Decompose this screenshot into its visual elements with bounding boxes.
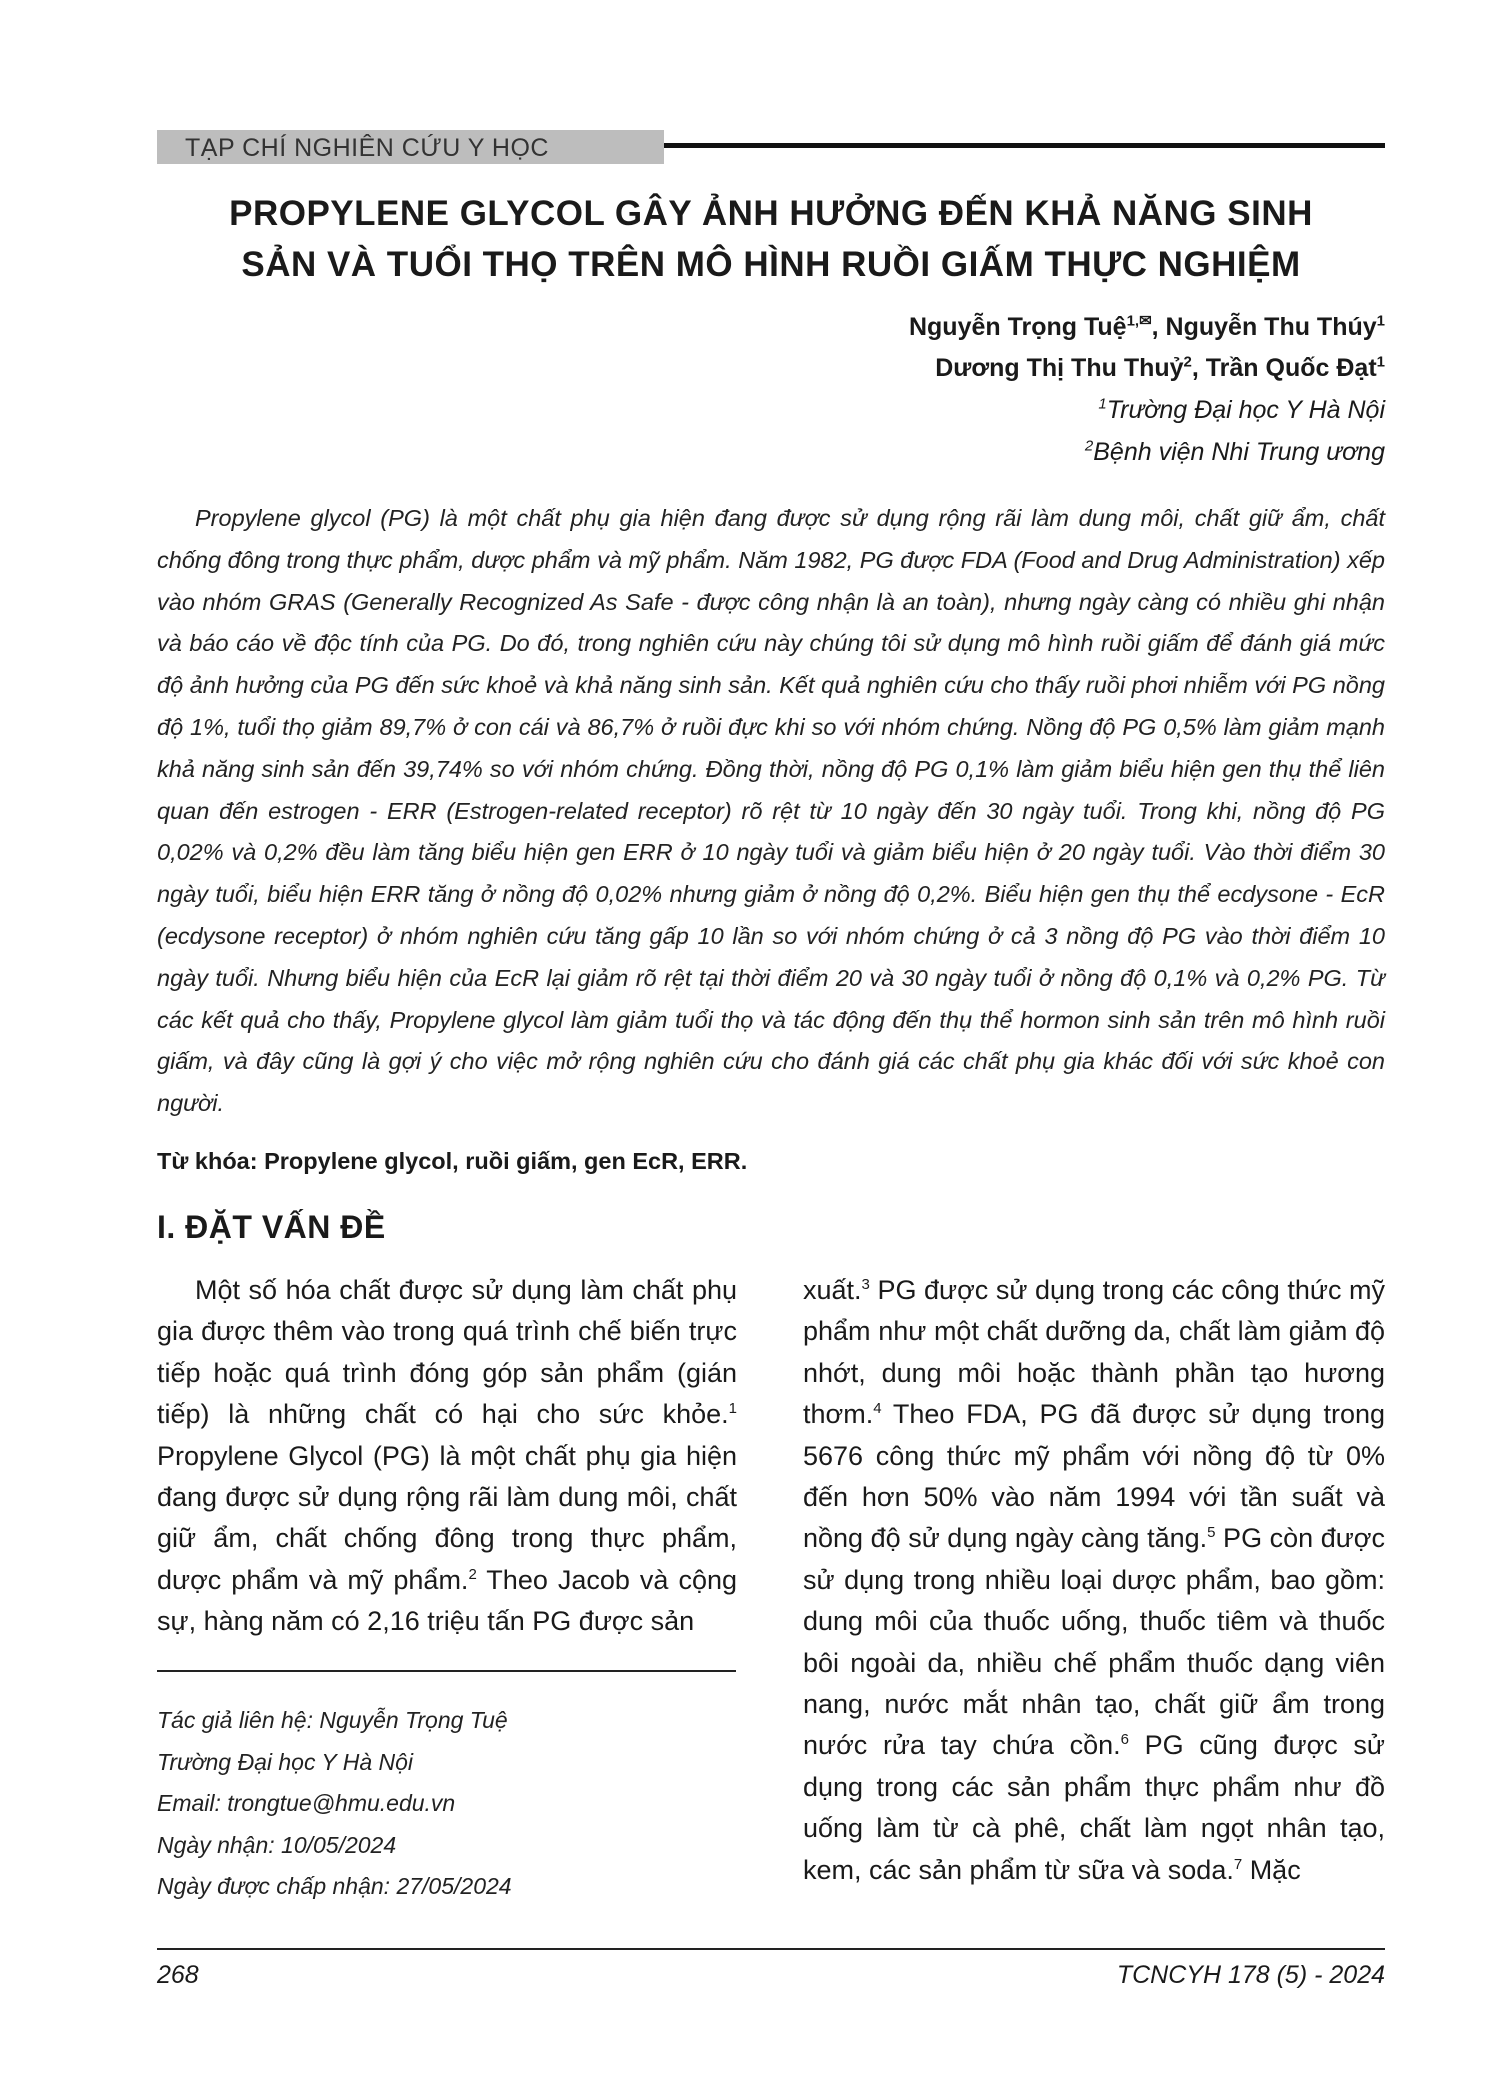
citation-ref[interactable]: 2 [468,1565,477,1583]
author-line-1: Nguyễn Trọng Tuệ$^{1,✉}$, Nguyễn Thu Thúy$^1$ [908,312,1385,341]
body-column-left [157,1270,737,1643]
author-name: Trần Quốc Đạt [1205,354,1377,382]
corresponding-institution: Trường Đại học Y Hà Nội [157,1748,414,1775]
body-text: PG được sử dụng trong các công thức mỹ phẩm như một chất dưỡng da, chất làm giảm độ nhớt, dung môi hoặc thành phần tạo hương thơm. [803,1275,1385,1430]
author-name: Nguyễn Trọng Tuệ [908,313,1127,341]
author-affiliation-mark: 2 [1183,353,1192,371]
author-name: Nguyễn Thu Thúy [1165,313,1377,341]
corresponding-author: Tác giả liên hệ: Nguyễn Trọng Tuệ [157,1707,508,1733]
accepted-date: Ngày được chấp nhận: 27/05/2024 [157,1873,512,1900]
body-column-right [803,1270,1385,1891]
citation-ref[interactable]: 1 [728,1400,737,1418]
body-text: Propylene Glycol (PG) là một chất phụ gia hiện đang được sử dụng rộng rãi làm dung môi, chất giữ ẩm, chất chống đông trong thực phẩm, dược phẩm và mỹ phẩm. [157,1440,737,1595]
received-date: Ngày nhận: 10/05/2024 [157,1831,397,1858]
body-text: Mặc [1242,1854,1301,1885]
journal-name: TẠP CHÍ NGHIÊN CỨU Y HỌC [185,134,549,162]
citation-ref[interactable]: 7 [1233,1855,1243,1873]
footnote-rule [157,1670,736,1672]
citation-ref[interactable]: 5 [1207,1524,1216,1542]
page-number: 268 [157,1961,199,1989]
affiliation-mark: 2 [1084,437,1094,455]
header-rule [664,143,1385,148]
affiliation-1 [1098,395,1385,425]
article-title [157,188,1385,290]
body-text: PG còn được sử dụng trong nhiều loại dược phẩm, bao gồm: dung môi của thuốc uống, thuốc tiêm và thuốc bôi ngoài da, nhiều chế phẩm thuốc dạng viên nang, nước mắt nhân tạo, chất giữ ẩm trong nước rửa tay chứa cồn. [803,1523,1385,1761]
citation-ref[interactable]: 3 [861,1276,870,1293]
journal-reference: TCNCYH 178 (5) - 2024 [1116,1961,1385,1989]
affiliation-2 [1085,437,1385,467]
affiliation-mark: 1 [1098,395,1107,413]
corresponding-email[interactable]: Email: trongtue@hmu.edu.vn [157,1790,456,1817]
title-line-2: SẢN VÀ TUỔI THỌ TRÊN MÔ HÌNH RUỒI GIẤM THỰC NGHIỆM [241,245,1301,284]
author-affiliation-mark: 1 [1376,312,1385,330]
footer-rule [157,1948,1385,1950]
body-text: Theo FDA, PG đã được sử dụng trong 5676 công thức mỹ phẩm với nồng độ từ 0% đến hơn 50% vào năm 1994 với tần suất và nồng độ sử dụng ngày càng tăng. [803,1399,1385,1554]
author-affiliation-mark: 1,✉ [1126,312,1152,330]
section-title: I. ĐẶT VẤN ĐỀ [157,1209,386,1245]
body-text: xuất. [803,1275,862,1305]
body-text: PG cũng được sử dụng trong các sản phẩm thực phẩm như đồ uống làm từ cà phê, chất làm ngọt nhân tạo, kem, các sản phẩm từ sữa và soda. [803,1730,1386,1885]
affiliation-name: Trường Đại học Y Hà Nội [1106,396,1385,424]
author-line-2: Dương Thị Thu Thuỷ$^2$, Trần Quốc Đạt$^1$ [935,353,1385,382]
keywords: Từ khóa: Propylene glycol, ruồi giấm, gen EcR, ERR. [157,1148,748,1174]
author-affiliation-mark: 1 [1376,353,1385,371]
body-text: Theo Jacob và cộng sự, hàng năm có 2,16 triệu tấn PG được sản [157,1564,737,1637]
body-text: Một số hóa chất được sử dụng làm chất phụ gia được thêm vào trong quá trình chế biến trực tiếp hoặc quá trình đóng góp sản phẩm (gián tiếp) là những chất có hại cho sức khỏe. [157,1275,737,1430]
citation-ref[interactable]: 4 [873,1400,882,1418]
footnote [157,1700,512,1908]
citation-ref[interactable]: 6 [1120,1731,1129,1749]
title-line-1: PROPYLENE GLYCOL GÂY ẢNH HƯỞNG ĐẾN KHẢ NĂNG SINH [229,194,1313,233]
abstract: Propylene glycol (PG) là một chất phụ gia hiện đang được sử dụng rộng rãi làm dung môi, chất giữ ẩm, chất chống đông trong thực phẩm, dược phẩm và mỹ phẩm. Năm 1982, PG được FDA (Food and Drug Administration) xếp vào nhóm GRAS (Generally Recognized As Safe - được công nhận là an toàn), nhưng ngày càng có nhiều ghi nhận và báo cáo về độc tính của PG. Do đó, trong nghiên cứu này chúng tôi sử dụng mô hình ruồi giấm để đánh giá mức độ ảnh hưởng của PG đến sức khoẻ và khả năng sinh sản. Kết quả nghiên cứu cho thấy ruồi phơi nhiễm với PG nồng độ 1%, tuổi thọ giảm 89,7% ở con cái và 86,7% ở ruồi đực khi so với nhóm chứng. Nồng độ PG 0,5% làm giảm mạnh khả năng sinh sản đến 39,74% so với nhóm chứng. Đồng thời, nồng độ PG 0,1% làm giảm biểu hiện gen thụ thể liên quan đến estrogen - ERR (Estrogen-related receptor) rõ rệt từ 10 ngày đến 30 ngày tuổi. Trong khi, nồng độ PG 0,02% và 0,2% đều làm tăng biểu hiện gen ERR ở 10 ngày tuổi và giảm biểu hiện ở 20 ngày tuổi. Vào thời điểm 30 ngày tuổi, biểu hiện ERR tăng ở nồng độ 0,02% nhưng giảm ở nồng độ 0,2%. Biểu hiện gen thụ thể ecdysone - EcR (ecdysone receptor) ở nhóm nghiên cứu tăng gấp 10 lần so với nhóm chứng ở cả 3 nồng độ PG vào thời điểm 10 ngày tuổi. Nhưng biểu hiện của EcR lại giảm rõ rệt tại thời điểm 20 và 30 ngày tuổi ở nồng độ 0,1% và 0,2% PG. Từ các kết quả cho thấy, Propylene glycol làm giảm tuổi thọ và tác động đến thụ thể hormon sinh sản trên mô hình ruồi giấm, và đây cũng là gợi ý cho việc mở rộng nghiên cứu cho đánh giá các chất phụ gia khác đối với sức khoẻ con người. [157,505,1385,1117]
author-name: Dương Thị Thu Thuỷ [935,354,1184,382]
affiliation-name: Bệnh viện Nhi Trung ương [1093,438,1385,466]
